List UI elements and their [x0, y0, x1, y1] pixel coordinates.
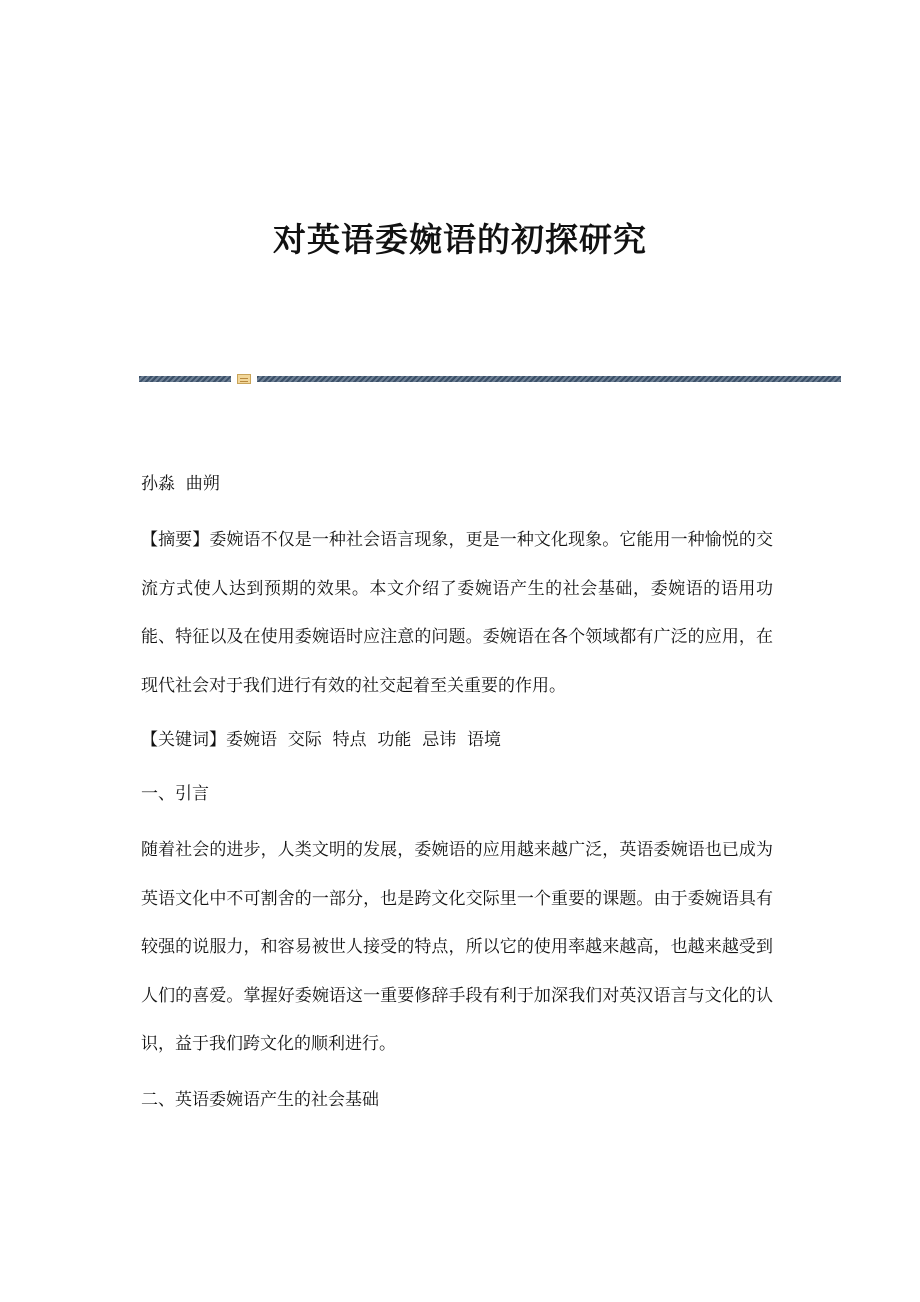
section-heading-social-basis: 二、英语委婉语产生的社会基础	[141, 1090, 379, 1110]
authors: 孙淼 曲朔	[141, 474, 220, 494]
introduction-paragraph: 随着社会的进步，人类文明的发展，委婉语的应用越来越广泛，英语委婉语也已成为英语文化中不可割舍的一部分，也是跨文化交际里一个重要的课题。由于委婉语具有较强的说服力，和容易被世人接受的特点，所以它的使用率越来越高，也越来越受到人们的喜爱。掌握好委婉语这一重要修辞手段有利于加深我们对英汉语言与文化的认识，益于我们跨文化的顺利进行。	[141, 840, 773, 1054]
divider-ornament-icon	[237, 374, 251, 384]
abstract: 【摘要】委婉语不仅是一种社会语言现象，更是一种文化现象。它能用一种愉悦的交流方式使人达到预期的效果。本文介绍了委婉语产生的社会基础，委婉语的语用功能、特征以及在使用委婉语时应注意的问题。委婉语在各个领域都有广泛的应用，在现代社会对于我们进行有效的社交起着至关重要的作用。	[141, 530, 773, 696]
divider-bar-right	[257, 376, 841, 382]
section-heading-introduction: 一、引言	[141, 784, 209, 804]
document-title: 对英语委婉语的初探研究	[273, 220, 647, 259]
divider-bar-left	[139, 376, 231, 382]
title-divider	[139, 374, 841, 384]
keywords: 【关键词】委婉语 交际 特点 功能 忌讳 语境	[141, 730, 502, 750]
